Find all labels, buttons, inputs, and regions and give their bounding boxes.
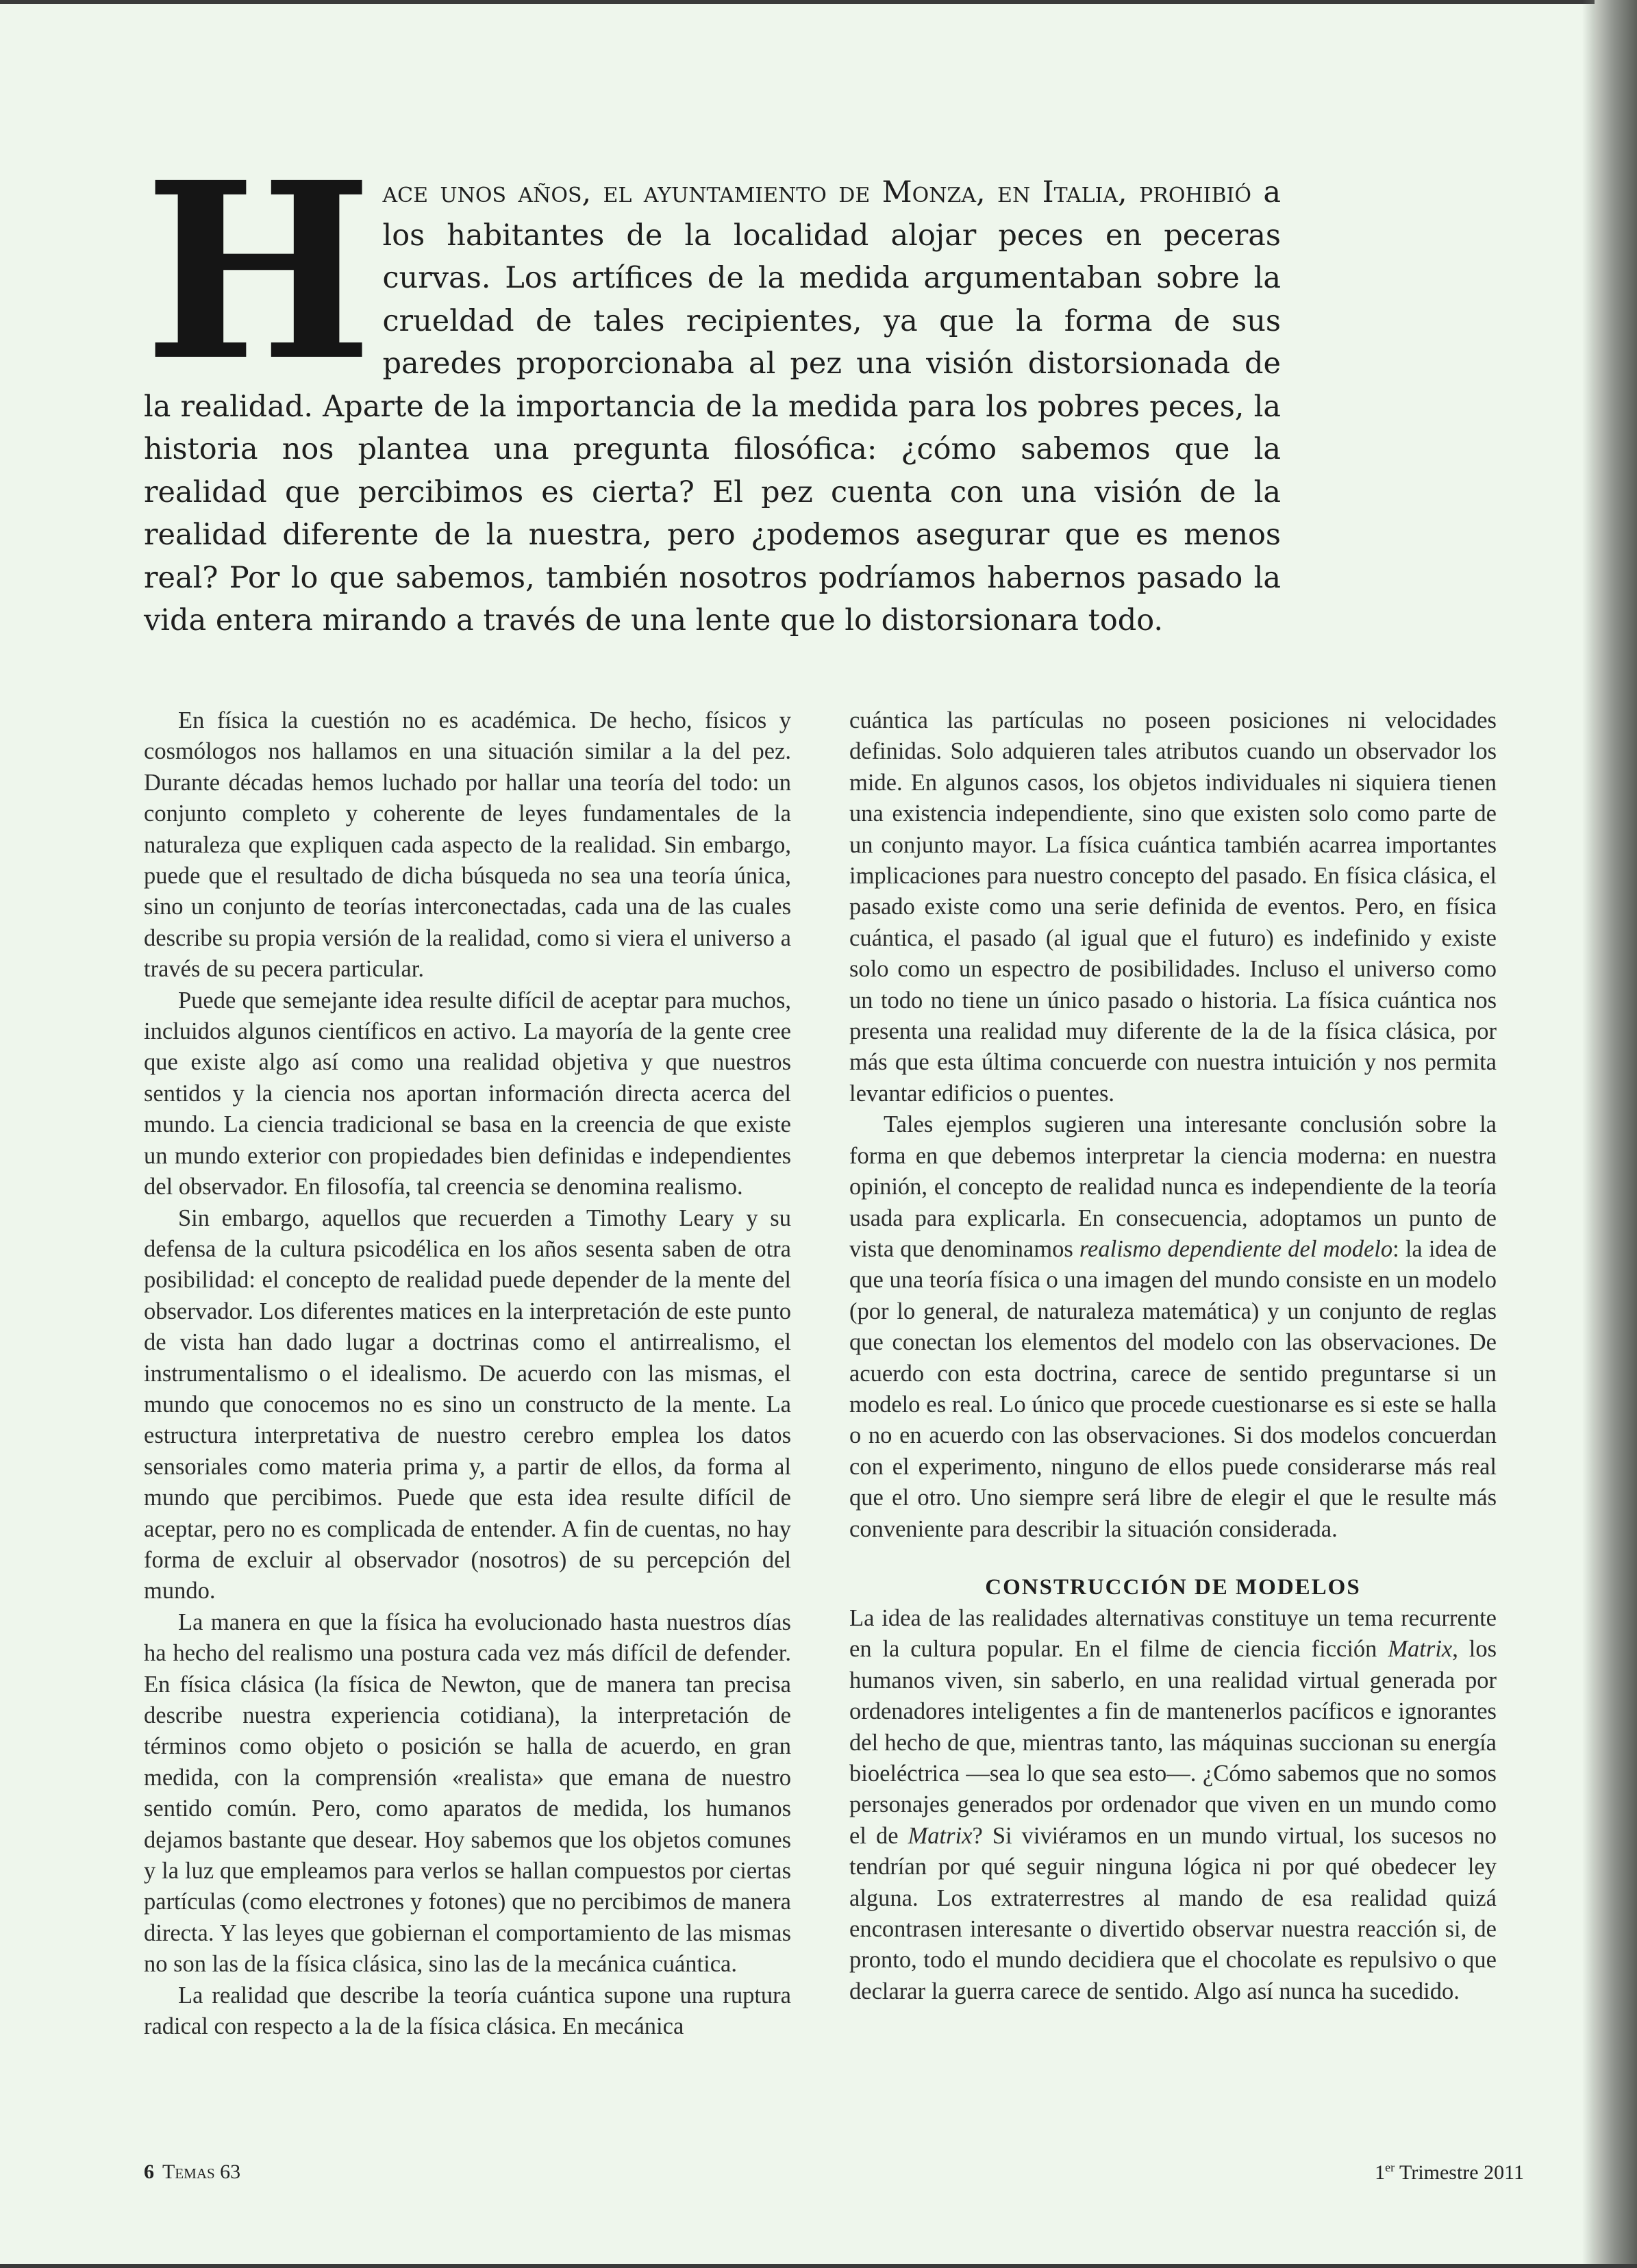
- italic-title: Matrix: [908, 1822, 973, 1849]
- body-paragraph: En física la cuestión no es académica. De hecho, físicos y cosmólogos nos hallamos en una situación similar a la del pez. Durante décadas hemos luchado por hallar una teoría del todo: un conjunto completo y coherente de leyes fundamentales de la naturaleza que expliquen cada aspecto de la realidad. Sin embargo, puede que el resultado de dicha búsqueda no sea una teoría única, sino un conjunto de teorías interconectadas, cada una de las cuales describe su propia versión de la realidad, como si viera el universo a través de su pecera particular.: [144, 707, 791, 983]
- text-run: : la idea de que una teoría física o una imagen del mundo consiste en un modelo (por lo general, de naturaleza matemática) y un conjunto de reglas que conectan los elementos del modelo con las observaciones. De acuerdo con esta doctrina, carece de sentido preguntarse si un modelo es real. Lo único que procede cuestionarse es si este se halla o no en acuerdo con las observaciones. Si dos modelos concuerdan con el experimento, ninguno de ellos puede considerarse más real que el otro. Uno siempre será libre de elegir el que le resulte más conveniente para describir la situación considerada.: [849, 1235, 1497, 1542]
- lead-paragraph: [144, 130, 1282, 642]
- section-heading: CONSTRUCCIÓN DE MODELOS: [985, 1574, 1361, 1600]
- text-run: La idea de las realidades alternativas constituye un tema recurrente en la cultura popular. En el filme de ciencia ficción: [849, 1604, 1497, 1663]
- page-edge-shadow: [1582, 0, 1595, 2268]
- body-paragraph: [849, 1603, 1497, 2007]
- text-run: Tales ejemplos sugieren una interesante conclusión sobre la forma en que debemos interpretar la ciencia moderna: en nuestra opinión, el concepto de realidad nunca es independiente de la teoría usada para explicarla. En consecuencia, adoptamos un punto de vista que denominamos: [849, 1111, 1497, 1262]
- italic-title: Matrix: [1388, 1636, 1453, 1663]
- body-paragraph: La manera en que la física ha evolucionado hasta nuestros días ha hecho del realismo una postura cada vez más difícil de defender. En física clásica (la física de Newton, que de manera tan precisa describe nuestra experiencia cotidiana), la interpretación de términos como objeto o posición se halla de acuerdo, en gran medida, con la comprensión «realista» que emana de nuestro sentido común. Pero, como aparatos de medida, los humanos dejamos bastante que desear. Hoy sabemos que los objetos comunes y la luz que empleamos para verlos se hallan compuestos por ciertas partículas (como electrones y fotones) que no percibimos de manera directa. Y las leyes que gobiernan el comportamiento de las mismas no son las de la física clásica, sino las de la mecánica cuántica.: [144, 1609, 791, 1978]
- left-column: [144, 705, 791, 2042]
- body-paragraph: cuántica las partículas no poseen posiciones ni velocidades definidas. Solo adquieren tales atributos cuando un observador los mide. En algunos casos, los objetos individuales ni siquiera tienen una existencia independiente, sino que existen solo como parte de un conjunto mayor. La física cuántica también acarrea importantes implicaciones para nuestro concepto del pasado. En física clásica, el pasado existe como una serie definida de eventos. Pero, en física cuántica, el pasado (al igual que el futuro) es indefinido y existe solo como un espectro de posibilidades. Incluso el universo como un todo no tiene un único pasado o historia. La física cuántica nos presenta una realidad muy diferente de la de la física clásica, por más que esta última concuerde con nuestra intuición y nos permita levantar edificios o puentes.: [849, 707, 1497, 1107]
- body-paragraph: [849, 1109, 1497, 1545]
- right-column: [849, 705, 1497, 2007]
- page-number: 6: [144, 2160, 154, 2183]
- body-paragraph: Puede que semejante idea resulte difícil de aceptar para muchos, incluidos algunos científicos en activo. La mayoría de la gente cree que existe algo así como una realidad objetiva y que nuestros sentidos y la ciencia nos aportan información directa acerca del mundo. La ciencia tradicional se basa en la creencia de que existe un mundo exterior con propiedades bien definidas e independientes del observador. En filosofía, tal creencia se denomina realismo.: [144, 987, 791, 1200]
- drop-cap: H: [144, 130, 373, 414]
- page-bottom-border: [0, 2264, 1637, 2268]
- text-run: ? Si viviéramos en un mundo virtual, los sucesos no tendrían por qué seguir ninguna lógica ni por qué obedecer ley alguna. Los extraterrestres al mando de esa realidad quizá encontrasen interesante o divertido observar nuestra reacción si, de pronto, todo el mundo decidiera que el chocolate es repulsivo o que declarar la guerra carece de sentido. Algo así nunca ha sucedido.: [849, 1822, 1497, 2004]
- lead-text: a los habitantes de la localidad alojar peces en peceras curvas. Los artífices de la medida argumentaban sobre la crueldad de tales recipientes, ya que la forma de sus paredes proporcionaba al pez una visión distorsionada de la realidad. Aparte de la importancia de la medida para los pobres peces, la historia nos plantea una pregunta filosófica: ¿cómo sabemos que la realidad que percibimos es cierta? El pez cuenta con una visión de la realidad diferente de la nuestra, pero ¿podemos asegurar que es menos real? Por lo que sabemos, también nosotros podríamos habernos pasado la vida entera mirando a través de una lente que lo distorsionara todo.: [144, 175, 1282, 638]
- italic-term: realismo dependiente del modelo: [1079, 1235, 1393, 1262]
- page-edge: [1595, 0, 1637, 2268]
- date-rest: Trimestre 2011: [1395, 2161, 1524, 2184]
- magazine-name: Temas 63: [162, 2160, 241, 2183]
- lead-opening: ace unos años, el ayuntamiento de Monza, en Italia, prohibió: [382, 175, 1251, 210]
- body-paragraph: La realidad que describe la teoría cuántica supone una ruptura radical con respecto a la de la física clásica. En mecánica: [144, 1982, 791, 2040]
- footer-date: [1375, 2160, 1524, 2184]
- text-run: , los humanos viven, sin saberlo, en una realidad virtual generada por ordenadores inteligentes a fin de mantenerlos pacíficos e ignorantes del hecho de que, mientras tanto, las máquinas succionan su energía bioeléctrica —sea lo que sea esto—. ¿Cómo sabemos que no somos personajes generados por ordenador que viven en un mundo como el de: [849, 1636, 1497, 1849]
- page-top-border: [0, 0, 1637, 4]
- body-paragraph: Sin embargo, aquellos que recuerden a Timothy Leary y su defensa de la cultura psicodélica en los años sesenta saben de otra posibilidad: el concepto de realidad puede depender de la mente del observador. Los diferentes matices en la interpretación de este punto de vista han dado lugar a doctrinas como el antirrealismo, el instrumentalismo o el idealismo. De acuerdo con las mismas, el mundo que conocemos no es sino un constructo de la mente. La estructura interpretativa de nuestro cerebro emplea los datos sensoriales como materia prima y, a partir de ellos, da forma al mundo que percibimos. Puede que esta idea resulte difícil de aceptar, pero no es complicada de entender. A fin de cuentas, no hay forma de excluir al observador (nosotros) de su percepción del mundo.: [144, 1205, 791, 1604]
- footer-folio: [144, 2160, 240, 2184]
- date-prefix: 1: [1375, 2161, 1386, 2184]
- date-superscript: er: [1385, 2160, 1395, 2174]
